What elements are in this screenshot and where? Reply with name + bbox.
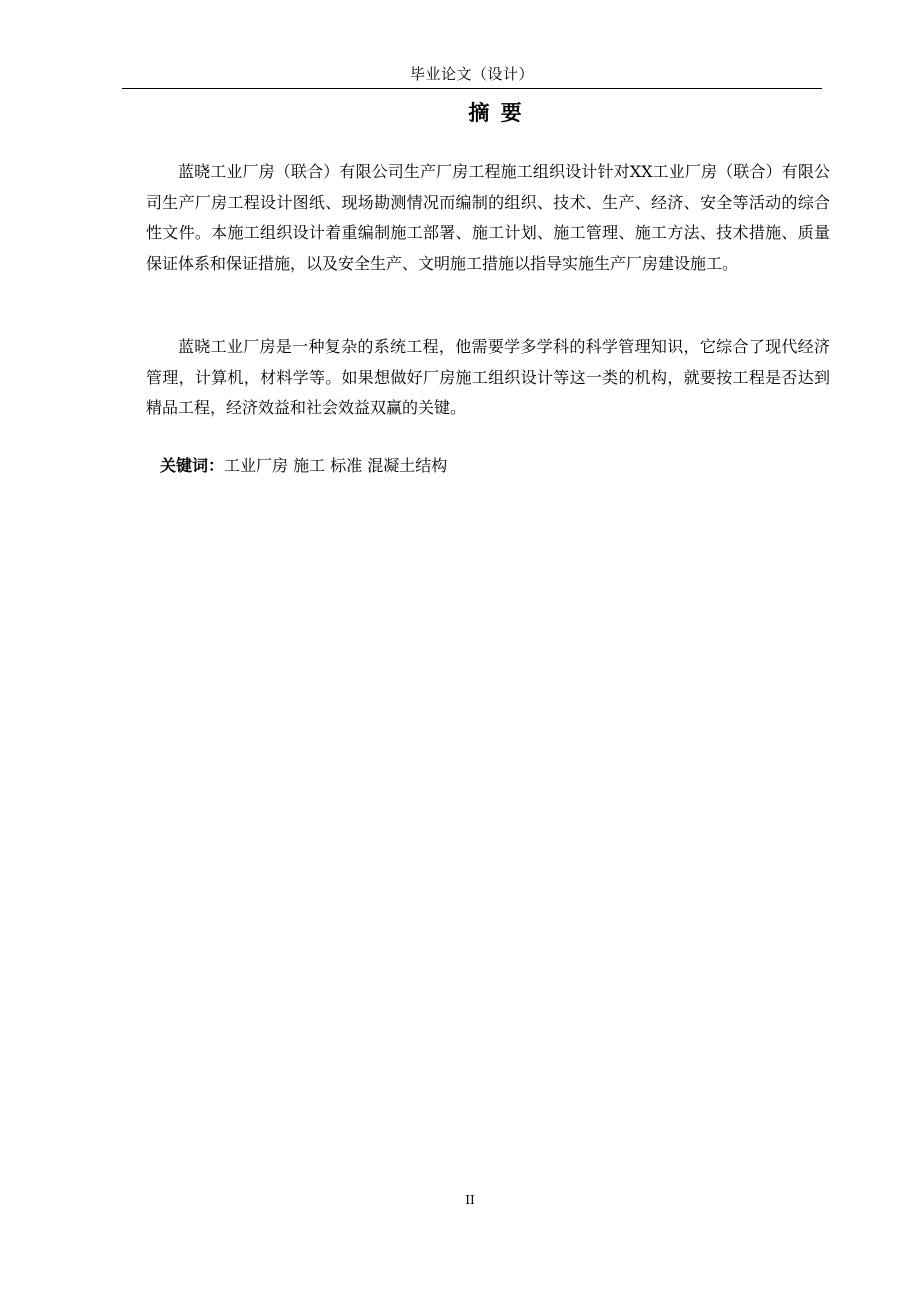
page-number: II [465,1193,475,1207]
keywords-label: 关键词： [160,456,225,475]
header-rule [122,88,822,89]
keywords-value: 工业厂房 施工 标准 混凝土结构 [224,456,448,475]
keywords-line [160,451,447,481]
abstract-paragraph-2: 蓝晓工业厂房是一种复杂的系统工程，他需要学多学科的科学管理知识，它综合了现代经济管理，计算机，材料学等。如果想做好厂房施工组织设计等这一类的机构，就要按工程是否达到精品工程，经济效益和社会效益双赢的关键。 [146,337,830,417]
abstract-title: 摘 要 [468,101,524,125]
abstract-paragraph-1: 蓝晓工业厂房（联合）有限公司生产厂房工程施工组织设计针对XX工业厂房（联合）有限公司生产厂房工程设计图纸、现场勘测情况而编制的组织、技术、生产、经济、安全等活动的综合性文件。本施工组织设计着重编制施工部署、施工计划、施工管理、施工方法、技术措施、质量保证体系和保证措施，以及安全生产、文明施工措施以指导实施生产厂房建设施工。 [146,162,830,273]
running-header: 毕业论文（设计） [409,65,534,83]
